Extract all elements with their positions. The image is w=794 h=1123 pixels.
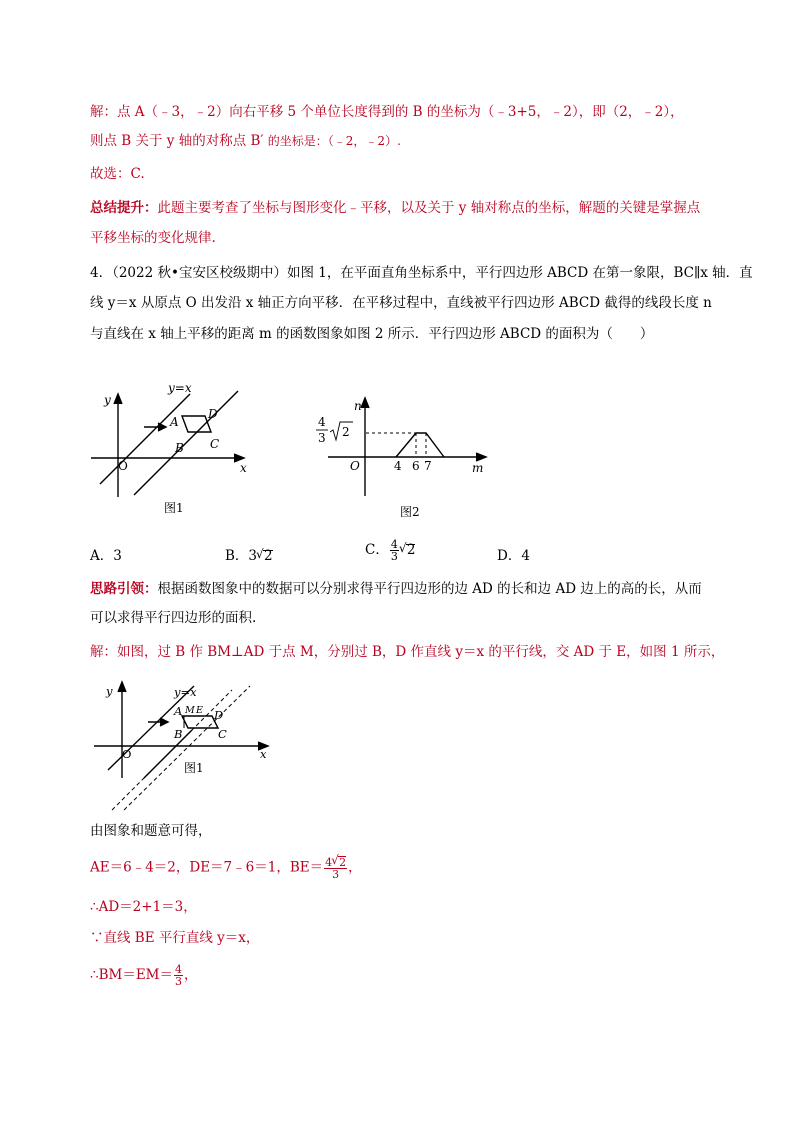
fig2-frac-den: 3 [318, 431, 326, 445]
fig2-tick-6: 6 [412, 459, 420, 473]
fig3-label-m: M [185, 705, 195, 716]
figure-3 [88, 678, 278, 814]
fig3-label-o: O [122, 747, 132, 761]
fig1-label-y: y [104, 393, 111, 407]
fig2-tick-4: 4 [394, 459, 402, 473]
question-line3: 与直线在 x 轴上平移的距离 m 的函数图象如图 2 所示．平行四边形 ABCD 的面积为（ ） [90, 326, 654, 342]
option-c: C． $\frac{4}{3}$ √ 2 [365, 538, 415, 562]
prev-solution-line2: 则点 B 关于 y 轴的对称点 B′ 的坐标是：（﹣2，﹣2）. [90, 133, 401, 149]
figure-1 [88, 380, 268, 520]
fig1-caption: 图1 [164, 501, 184, 515]
hint-line2: 可以求得平行四边形的面积. [90, 610, 257, 626]
fig1-label-b: B [175, 441, 184, 455]
fig3-label-e: E [196, 705, 203, 716]
prev-solution-line1: 解：点 A（﹣3，﹣2）向右平移 5 个单位长度得到的 B 的坐标为（﹣3+5，﹣2），即（2，﹣2）， [90, 104, 684, 120]
fig1-label-x: x [240, 461, 247, 475]
fig3-label-x: x [260, 747, 267, 761]
option-d: D．4 [497, 548, 530, 564]
fig2-rad: 2 [342, 425, 350, 439]
fig3-caption: 图1 [184, 761, 204, 775]
question-line1: 4．（2022 秋•宝安区校级期中）如图 1，在平面直角坐标系中，平行四边形 ABCD 在第一象限，BC∥x 轴．直 [90, 265, 753, 281]
fig2-graph [396, 433, 444, 457]
fig3-label-y: y [106, 684, 113, 698]
question-line2: 线 y＝x 从原点 O 出发沿 x 轴正方向平移．在平移过程中，直线被平行四边形 ABCD 截得的线段长度 n [90, 295, 712, 311]
step-2: AE＝6﹣4＝2，DE＝7﹣6＝1，BE＝ $\frac{4√ 2}{3}$ ， [90, 856, 362, 880]
fig1-line-1 [100, 394, 190, 484]
summary-line1: 总结提升：此题主要考查了坐标与图形变化﹣平移，以及关于 y 轴对称点的坐标，解题的关键是掌握点 [90, 200, 701, 216]
fig2-tick-7: 7 [424, 459, 432, 473]
fig1-label-line: y=x [168, 381, 192, 395]
fig3-label-c: C [218, 727, 227, 741]
fig1-label-d: D [208, 407, 218, 421]
fig1-label-o: O [118, 459, 128, 473]
summary-line2: 平移坐标的变化规律. [90, 230, 216, 246]
fig1-line-2 [134, 391, 238, 495]
fig2-label-o: O [350, 459, 360, 473]
fig1-parallelogram [182, 416, 211, 432]
fig2-caption: 图2 [400, 505, 420, 519]
step-1: 由图象和题意可得， [90, 823, 212, 839]
fig2-label-m: m [472, 461, 484, 475]
step-5: ∴BM＝EM＝ $\frac{4}{3}$ ， [90, 963, 198, 988]
option-a: A．3 [90, 548, 122, 564]
prev-answer: 故选：C. [90, 166, 145, 182]
fig3-label-a: A [174, 704, 183, 718]
fig3-parallelogram [182, 716, 218, 728]
solution-line1: 解：如图，过 B 作 BM⊥AD 于点 M，分别过 B，D 作直线 y＝x 的平行线，交 AD 于 E，如图 1 所示， [90, 644, 725, 660]
fig1-label-c: C [210, 437, 220, 451]
hint-line1: 思路引领：根据函数图象中的数据可以分别求得平行四边形的边 AD 的长和边 AD 边上的高的长，从而 [90, 581, 702, 597]
fig3-label-d: D [214, 708, 224, 722]
figure-2 [310, 390, 490, 522]
fig2-frac-num: 4 [318, 415, 326, 429]
step-4: ∵直线 BE 平行直线 y＝x， [90, 930, 260, 946]
option-b: B．3√ 2 [225, 544, 273, 564]
fig3-label-line: y=x [174, 685, 197, 699]
step-3: ∴AD＝2+1＝3， [90, 899, 197, 915]
fig2-label-n: n [354, 399, 362, 413]
fig1-label-a: A [170, 415, 179, 429]
fig3-label-b: B [174, 727, 183, 741]
